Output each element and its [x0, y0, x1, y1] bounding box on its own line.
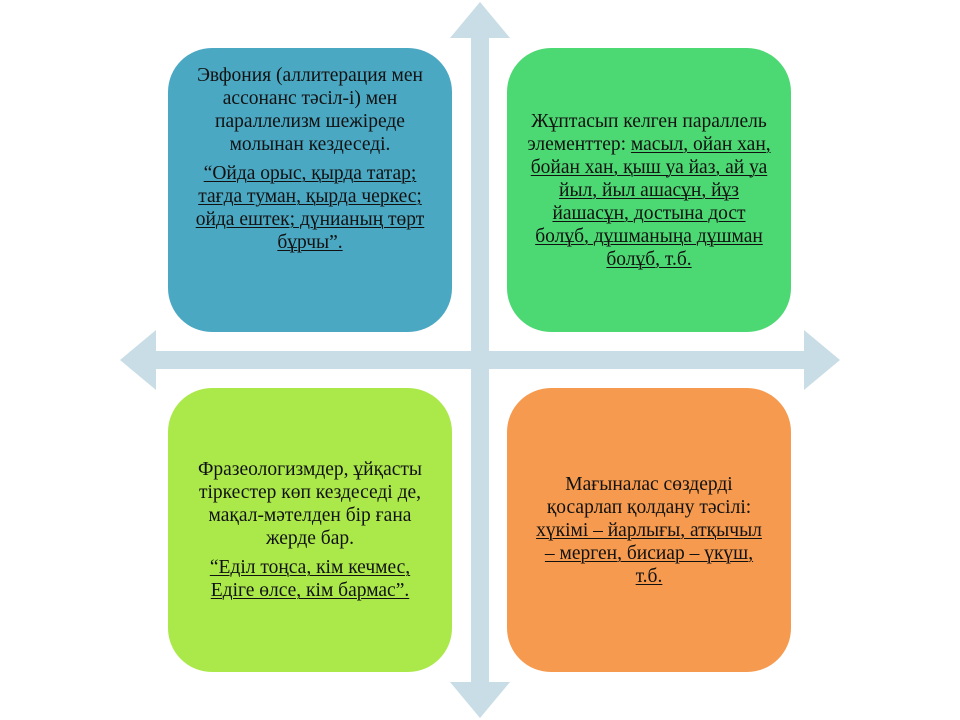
- phraseology-box: [168, 388, 452, 672]
- phraseology-text: Фразеологизмдер, ұйқасты тіркестер көп кездеседі де, мақал-мәтелден бір ғана жерде бар.: [197, 459, 422, 549]
- parallel-elements-box: [507, 48, 791, 332]
- synonym-pairs-label: Мағыналас сөздерді қосарлап қолдану тәсілі:: [546, 473, 752, 518]
- parallel-elements-examples: масыл, ойан хан, бойан хан, қыш уа йаз, ай уа йыл, йыл ашасұн, йұз йашасұн, достына дост болұб, дұшманыңа дұшман болұб, т.б.: [530, 133, 771, 270]
- euphony-text: Эвфония (аллитерация мен ассонанс тәсіл-і) мен параллелизм шежіреде молынан кездеседі.: [197, 65, 423, 155]
- synonym-pairs-text: [533, 473, 765, 588]
- euphony-quote: “Ойда орыс, қырда татар; тағда туман, қырда черкес; ойда ештек; дүнианың төрт бұрчы”.: [195, 163, 425, 253]
- parallel-elements-label: Жұптасып келген параллель элементтер:: [527, 110, 767, 155]
- synonym-pairs-box: [507, 388, 791, 672]
- euphony-box: [168, 48, 452, 332]
- phraseology-quote: “Еділ тоңса, кім кечмес, Едіге өлсе, кім бармас”.: [209, 557, 411, 601]
- parallel-elements-text: [527, 110, 771, 271]
- synonym-pairs-examples: хүкімі – йарлығы, атқычыл – мерген, бисиар – үкүш, т.б.: [536, 519, 762, 587]
